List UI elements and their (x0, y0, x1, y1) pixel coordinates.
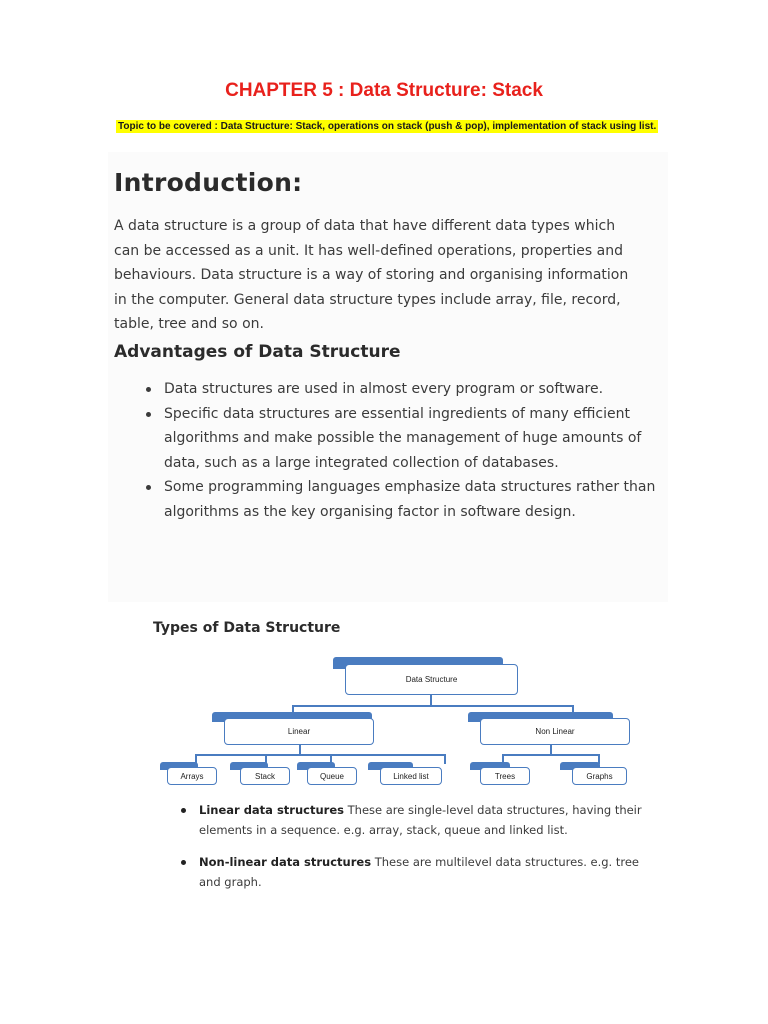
linear-node: Linear (224, 718, 374, 745)
list-item: Data structures are used in almost every program or software. (146, 377, 661, 402)
list-item: Specific data structures are essential ingredients of many efficient algorithms and make possible the management of huge amounts of data, such as a large integrated collection of databases. (146, 402, 661, 476)
connector (292, 705, 572, 707)
list-item (175, 800, 645, 840)
leaf-node-arrays: Arrays (167, 767, 217, 785)
connector (430, 695, 432, 705)
leaf-node-graphs: Graphs (572, 767, 627, 785)
topic-highlight: Topic to be covered : Data Structure: Stack, operations on stack (push & pop), implementation of stack using list. (118, 121, 657, 132)
advantages-list (146, 377, 661, 524)
list-item: Some programming languages emphasize data structures rather than algorithms as the key organising factor in software design. (146, 475, 661, 524)
root-node: Data Structure (345, 664, 518, 695)
definition-text: These are single-level data structures, having their elements in a sequence. e.g. array, stack, queue and linked list. (199, 803, 642, 837)
connector (299, 745, 301, 754)
connector (550, 745, 552, 754)
leaf-node-linked-list: Linked list (380, 767, 442, 785)
types-heading: Types of Data Structure (153, 620, 341, 636)
definition-text: These are multilevel data structures. e.g. tree and graph. (199, 855, 639, 889)
introduction-paragraph: A data structure is a group of data that have different data types which can be accessed as a unit. It has well-defined operations, properties and behaviours. Data structure is a way of storing and organising information in the computer. General data structure types include array, file, record, table, tree and so on. (114, 218, 629, 332)
definitions-list (175, 800, 645, 904)
connector (502, 754, 598, 756)
non-linear-node: Non Linear (480, 718, 630, 745)
definition-term: Linear data structures (199, 803, 344, 817)
leaf-node-stack: Stack (240, 767, 290, 785)
leaf-node-queue: Queue (307, 767, 357, 785)
chapter-title: CHAPTER 5 : Data Structure: Stack (225, 80, 543, 101)
connector (195, 754, 445, 756)
introduction-heading: Introduction: (114, 168, 303, 197)
list-item (175, 852, 645, 892)
types-diagram (140, 650, 640, 800)
advantages-heading: Advantages of Data Structure (114, 342, 401, 362)
connector (444, 754, 446, 764)
definition-term: Non-linear data structures (199, 855, 372, 869)
leaf-node-trees: Trees (480, 767, 530, 785)
